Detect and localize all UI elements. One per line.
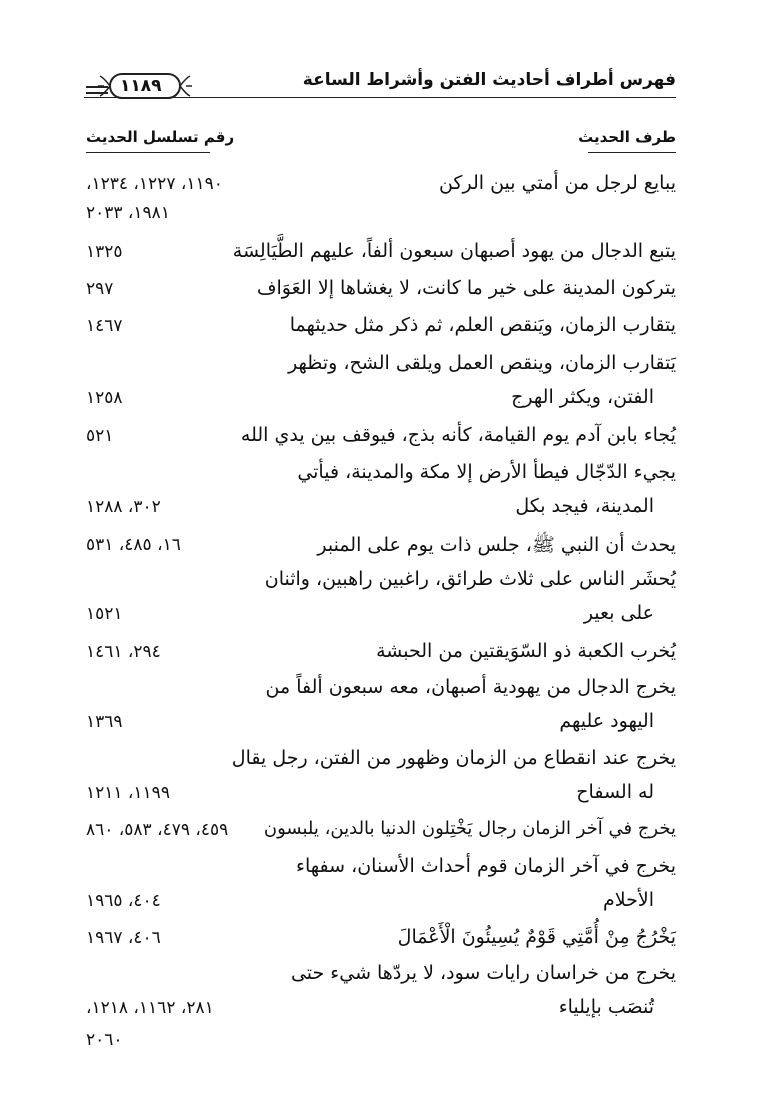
entry-text-line: يخرج في آخر الزمان قوم أحداث الأسنان، سفهاء [296, 855, 676, 877]
entry-text-line: يخرج عند انقطاع من الزمان وظهور من الفتن، رجل يقال [231, 747, 676, 769]
entry-text-line: يحدث أن النبي ﷺ، جلس ذات يوم على المنبر [317, 534, 676, 556]
column-head-underline [588, 152, 676, 153]
entry-text-line: يبايع لرجل من أمتي بين الركن [438, 172, 676, 194]
column-head-hadith: طرف الحديث [578, 128, 676, 146]
entry-text-line: يُحشَر الناس على ثلاث طرائق، راغبين راهبين، واثنان [264, 568, 676, 590]
entry-text-line: الفتن، ويكثر الهرج [511, 386, 654, 408]
entry-text-line: يتقارب الزمان، ويَنقص العلم، ثم ذكر مثل حديثهما [289, 314, 676, 336]
column-head-underline [86, 152, 210, 153]
entry-text-line: يتركون المدينة على خير ما كانت، لا يغشاها إلا العَوَاف [256, 277, 676, 299]
entry-text-line: يخرج من خراسان رايات سود، لا يردّها شيء حتى [290, 962, 676, 984]
entry-text-line: يُخرب الكعبة ذو السّوَيقتين من الحبشة [376, 640, 676, 662]
entry-refs: ١٩٨١، ٢٠٣٣ [86, 203, 170, 223]
header-rule [84, 97, 676, 98]
column-head-serial: رقم تسلسل الحديث [86, 128, 235, 146]
entry-refs: ٤٠٤، ١٩٦٥ [86, 891, 161, 911]
entry-refs: ١٦، ٤٨٥، ٥٣١ [86, 535, 181, 555]
entry-text-line: الأحلام [603, 889, 654, 911]
entry-refs: ١٣٢٥ [86, 242, 123, 262]
entry-text-line: يخرج الدجال من يهودية أصبهان، معه سبعون ألفاً من [265, 676, 676, 698]
entry-text-line: يَخْرُجُ مِنْ أُمَّتِي قَوْمٌ يُسِيئُونَ الْأَعْمَالَ [397, 926, 676, 948]
entry-text-line: يتبع الدجال من يهود أصبهان سبعون ألفاً، عليهم الطَّيَالِسَة [232, 240, 676, 262]
entry-refs: ٢٨١، ١١٦٢، ١٢١٨، [86, 998, 214, 1018]
entry-refs: ٢٩٤، ١٤٦١ [86, 642, 161, 662]
entry-refs: ٤٠٦، ١٩٦٧ [86, 928, 161, 948]
entry-refs: ١١٩٩، ١٢١١ [86, 783, 170, 803]
entry-text-line: المدينة، فيجد بكل [515, 495, 654, 517]
entry-refs: ١٥٢١ [86, 604, 123, 624]
entry-text-line: يُجاء بابن آدم يوم القيامة، كأنه بذج، فيوقف بين يدي الله [240, 424, 676, 446]
entry-refs: ٥٢١ [86, 426, 114, 446]
entry-text-line: يجيء الدّجّال فيطأ الأرض إلا مكة والمدينة، فيأتي [297, 461, 676, 483]
entry-refs: ١٤٦٧ [86, 316, 123, 336]
entry-text-line: اليهود عليهم [559, 710, 654, 732]
entry-refs: ٢٠٦٠ [86, 1030, 123, 1050]
entry-refs: ١١٩٠، ١٢٢٧، ١٢٣٤، [86, 174, 223, 194]
entry-text-line: تُنصَب بإيلياء [558, 996, 654, 1018]
entry-text-line: له السفاح [576, 781, 654, 803]
entry-refs: ١٢٥٨ [86, 388, 123, 408]
entry-text-line: يَتقارب الزمان، وينقص العمل ويلقى الشح، وتظهر [288, 352, 676, 374]
entry-refs: ١٣٦٩ [86, 712, 123, 732]
entry-text-line: يخرج في آخر الزمان رجال يَخْتِلون الدنيا بالدين، يلبسون [263, 818, 676, 839]
entry-text-line: على بعير [583, 602, 654, 624]
entry-refs: ٢٩٧ [86, 279, 114, 299]
running-header-title: فهرس أطراف أحاديث الفتن وأشراط الساعة [302, 70, 676, 90]
entry-refs: ٣٠٢، ١٢٨٨ [86, 497, 161, 517]
entry-refs: ٤٥٩، ٤٧٩، ٥٨٣، ٨٦٠ [86, 820, 229, 840]
page-number: ١١٨٩ [120, 76, 162, 96]
